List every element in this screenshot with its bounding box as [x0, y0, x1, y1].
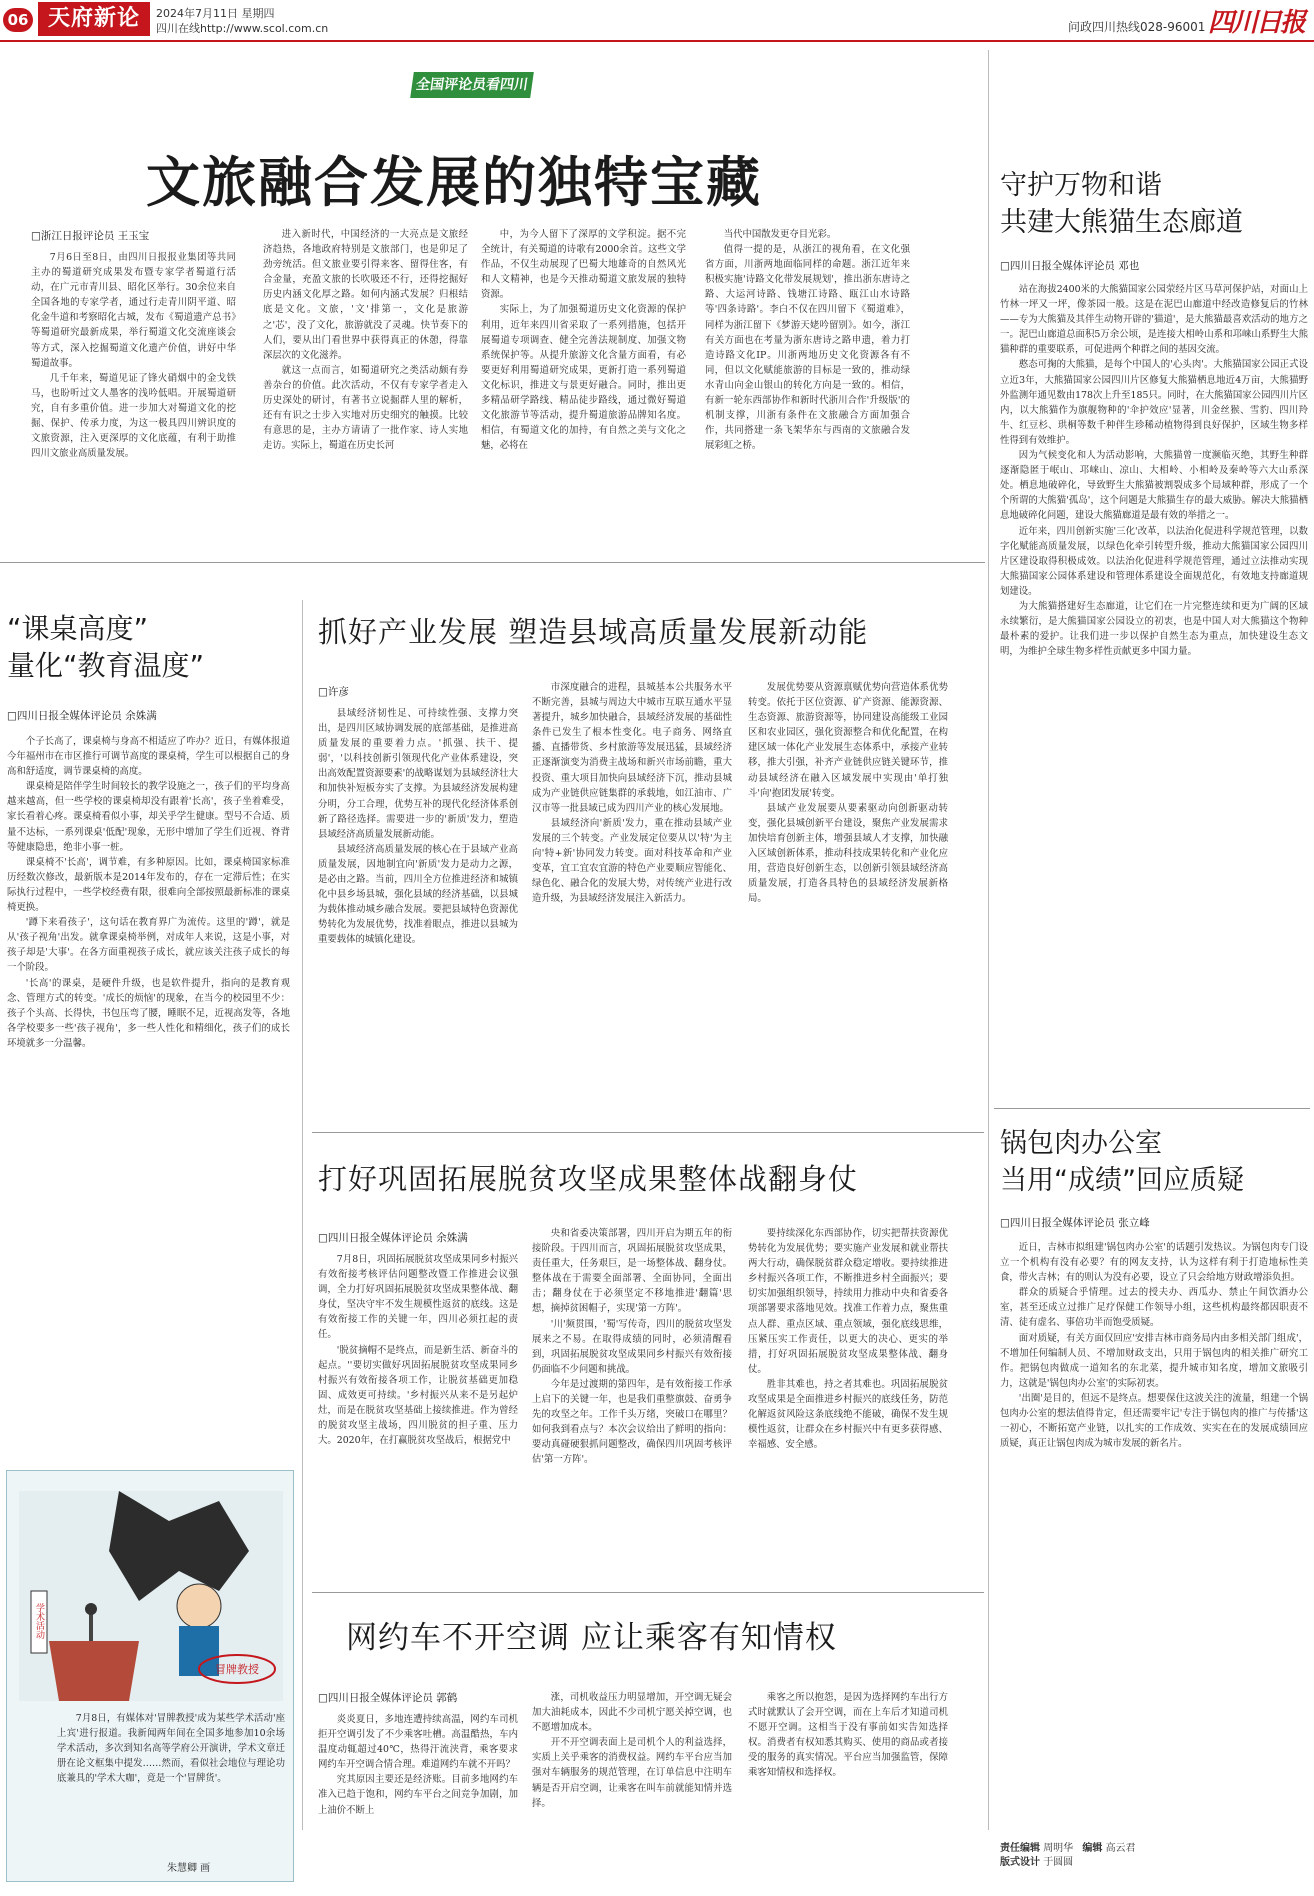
layout-editor-name: 高云君 — [1105, 1843, 1136, 1854]
issue-date: 2024年7月11日 星期四 — [156, 7, 275, 20]
poverty-column-1: 7月8日，巩固拓展脱贫攻坚成果同乡村振兴有效衔接考核评估问题整改暨工作推进会议强调，全力打好巩固拓展脱贫攻坚成果整体战、翻身仗，坚决守牢不发生规模性返贫的底线。这是有效衔接工作的关键一年，四川必须扛起的责任。 '脱贫摘帽不是终点，而是新生活、新奋斗的起点。''要切实做好巩固拓展脱贫攻坚成果同乡村振兴有效衔接各项工作，让脱贫基础更加稳固、成效更可持续。'乡村振兴从来不是另起炉灶，而是在脱贫攻坚基础上接续推进。作为曾经的脱贫攻坚主战场，四川脱贫的担子重、压力大。2020年，在打赢脱贫攻坚战后，根据党中 — [318, 1254, 518, 1447]
left-article-headline: “课桌高度” 量化“教育温度” — [7, 612, 205, 682]
industry-column-1: 县域经济韧性足、可持续性强、支撑力突出，是四川区域协调发展的底部基础，是推进高质量发展的重要着力点。'抓强、扶干、提弱'，'以科技创新引领现代化产业体系建设，突出高效配置资源要素'的战略谋划为县域经济壮大和加快补短板夯实了支撑。为县域经济发展构建分明，分工合理，优势互补的现代化经济体系创新了路径选择。需要进一步的'新质'发力，塑造县域经济高质量发展新动能。 县域经济高质量发展的核心在于县域产业高质量发展，因地制宜向'新质'发力是动力之源，是必由之路。当前，四川全方位推进经济和城镇化中县乡场县城，强化县域的经济基础，以县城为载体推动城乡融合发展。要把县域特色资源优势转化为发展优势，找准着眼点，推进以县城为重要载体的城镇化建设。 — [318, 708, 518, 946]
ridehailing-column-3: 乘客之所以抱怨，是因为选择网约车出行方式时就默认了会开空调，而在上车后才知道司机不愿开空调。这相当于没有事前如实告知选择权。消费者有权知悉其购买、使用的商品或者接受的服务的真实情况。平台应当加强监管，保障乘客知情权和选择权。 — [748, 1692, 948, 1779]
lead-bottom-rule — [0, 562, 985, 563]
industry-article-byline: □许彦 — [318, 686, 349, 698]
lead-column-4: 当代中国散发更夺目光彩。 值得一提的是，从浙江的视角看，在文化强省方面，川浙两地面临同样的命题。浙江近年来积极实施'诗路文化带发展规划'，推出浙东唐诗之路、大运河诗路、钱塘江诗路、瓯江山水诗路等'四条诗路'。李白不仅在四川留下《蜀道难》，同样为浙江留下《梦游天姥吟留别》。如今，浙江有关方面也在考量为浙东唐诗之路申遗，着力打造诗路文化IP。川浙两地历史文化资源各有不同，但以文化赋能旅游的目标是一致的，推动绿水青山向金山银山的转化方向是一致的。相信，有新一轮东西部协作和新时代浙川合作'升级版'的机制支撑，川浙有条件在文旅融合方面加强合作，共同搭建一条飞架华东与西南的文旅融合发展彩虹之桥。 — [705, 229, 910, 452]
ridehailing-column-1: 炎炎夏日，多地连遭持续高温，网约车司机拒开空调引发了不少乘客吐槽。高温酷热，车内温度动辄超过40℃，热得汗流浃背，乘客要求网约车开空调合情合理。难道网约车就不开吗？ 究其原因主要还是经济账。目前多地网约车准入已趋于饱和，网约车平台之间竞争加剧，加上油价不断上 — [318, 1714, 518, 1816]
cartoon-microphone — [89, 1611, 93, 1641]
page-number-badge: 06 — [3, 8, 33, 32]
cartoon-frame — [6, 1470, 294, 1882]
guobaorou-article-byline: □四川日报全媒体评论员 张立峰 — [1000, 1217, 1150, 1229]
cartoon-stamp-text: 冒牌教授 — [215, 1663, 259, 1676]
panda-article-byline: □四川日报全媒体评论员 邓也 — [1000, 260, 1140, 272]
left-article-body: 个子长高了，课桌椅与身高不相适应了咋办？近日，有媒体报道今年福州市在市区推行可调节高度的课桌椅，学生可以根据自己的身高和舒适度，调节课桌椅的高度。 课桌椅是陪伴学生时间较长的教学设施之一，孩子们的平均身高越来越高，但一些学校的课桌椅却没有跟着'长高'，孩子坐着难受，家长看着心疼。课桌椅看似小事，却关乎学生健康。型号不合适、质量不达标，一系列课桌'低配'现象，无形中增加了学生们近视、脊背等健康隐患，绝非小事一桩。 课桌椅不'长高'，调节难，有多种原因。比如，课桌椅国家标准历经数次修改，最新版本是2014年发布的，存在一定滞后性；在实际执行过程中，一些学校经费有限，很难向全部按照最新标准的课桌椅更换。 '蹲下来看孩子'，这句话在教育界广为流传。这里的'蹲'，就是从'孩子视角'出发。就拿课桌椅举例，对成年人来说，这是小事，对孩子却是'大事'。在各方面重视孩子成长，就应该关注孩子成长的每一个阶段。 '长高'的课桌，是硬件升级，也是软件提升，指向的是教育观念、管理方式的转变。'成长的烦恼'的现象，在当今的校园里不少：孩子个头高、长得快，书包压弯了腰，睡眠不足，近视高发等，各地各学校要多一些'孩子视角'，多一些人性化和精细化，孩子们的成长环境就多一分温馨。 — [7, 736, 290, 1049]
lead-headline: 文旅融合发展的独特宝藏 — [146, 151, 762, 214]
cartoon-podium — [49, 1641, 139, 1701]
guobaorou-article-body: 近日，吉林市拟组建'锅包肉办公室'的话题引发热议。为锅包肉专门设立一个机构有没有必要？有的网友支持，认为这样有利于打造地标性美食，带火吉林；有的则认为没有必要，设立了只会给地方财政增添负担。 群众的质疑合乎情理。过去的授夫办、西瓜办、禁止午间饮酒办公室，甚至还成立过推广足疗保健工作领导小组，这些机构最终都因职责不清、徒有虚名、事倍功半而饱受质疑。 面对质疑，有关方面仅回应'安排吉林市商务局内由多相关部门组成'，不增加任何编制人员、不增加财政支出，只用于锅包肉的相关推广研究工作。把锅包肉做成一道知名的东北菜，提升城市知名度，增加文旅吸引力，这就是'锅包肉办公室'的实际初衷。 '出圈'是目的，但远不是终点。想要保住这波关注的流量，组建一个锅包肉办公室的想法值得肯定，但还需要牢记'专注于锅包肉的推广与传播'这一初心，不断拓宽产业链，以扎实的工作成效、实实在在的发展成绩回应质疑，真正让锅包肉成为城市发展的新名片。 — [1000, 1242, 1308, 1450]
cartoon-illustration — [19, 1491, 283, 1701]
lead-column-2: 进入新时代，中国经济的一大亮点是文旅经济趋热，各地政府特别是文旅部门，也是卯足了劲旁统活。但文旅业要引得来客、留得住客，有合金量，充盈文旅的长吹吸还不行，还得挖掘好历史内涵文化厚之路。如何内涵式发展？归根结底是文化。文旅，'文'排第一，文化是旅游之'芯'，没了文化，旅游就没了灵魂。快节奏下的人们，要从出门看世界中获得真正的休憩，得靠深层次的文化滋养。 就这一点而言，如蜀道研究之类活动颇有券善杂台的价值。此次活动，不仅有专家学者走入历史深处的研讨，有著书立说掘群人里的解析，还有有识之士步入实地对历史细究的触摸。比较有意思的是，主办方请请了一批作家、诗人实地走访。实际上，蜀道在历史长河 — [263, 229, 468, 452]
designer-label: 版式设计 — [1000, 1857, 1040, 1868]
poverty-article-headline: 打好巩固拓展脱贫攻坚成果整体战翻身仗 — [318, 1162, 859, 1196]
right-column-divider — [988, 50, 989, 1830]
ridehailing-article-byline: □四川日报全媒体评论员 郭鹤 — [318, 1692, 458, 1704]
guobaorou-article-headline: 锅包肉办公室 当用“成绩”回应质疑 — [1000, 1128, 1244, 1196]
editor-credits — [1000, 1842, 1136, 1870]
header-rule — [0, 40, 1314, 42]
layout-editor-label: 编辑 — [1082, 1843, 1103, 1854]
panda-bottom-rule — [994, 1108, 1310, 1109]
website: 四川在线http://www.scol.com.cn — [156, 22, 329, 35]
industry-bottom-rule — [312, 1132, 984, 1133]
industry-column-3: 发展优势要从资源禀赋优势向营造体系优势转变。依托于区位资源、矿产资源、能源资源、生态资源、旅游资源等，协同建设高能级工业园区和农业园区，强化资源整合和优化配置，在构建区域一体化产业发展生态体系中，承接产业转移，推大引强，补齐产业链供应链关键环节，推动县域经济在融入区域发展中实现由'单打独斗'向'抱团发展'转变。 县域产业发展要从要素驱动向创新驱动转变，强化县城创新平台建设，聚焦产业发展需求加快培育创新主体，增强县域人才支撑，加快融入区域创新体系，推动科技成果转化和产业化应用，营造良好创新生态，以创新引领县域经济高质量发展，打造各具特色的县域经济发展新格局。 — [748, 682, 948, 905]
poverty-article-byline: □四川日报全媒体评论员 余姝满 — [318, 1232, 468, 1244]
cartoon-head — [177, 1584, 221, 1628]
lead-column-1: 7月6日至8日，由四川日报报业集团等共同主办的蜀道研究成果发布暨专家学者蜀道行活动，在广元市青川县、昭化区举行。30余位来自全国各地的专家学者，通过行走青川阴平道、昭化金牛道和考察昭化古城，发布《蜀道遗产总书》等蜀道研究最新成果，举行蜀道文化交流座谈会等方式，深入挖掘蜀道文化遗产价值，讲好中华蜀道故事。 几千年来，蜀道见证了锋火硝烟中的金戈铁马，也盼听过文人墨客的浅吟低唱。开展蜀道研究，自有多重价值。进一步加大对蜀道文化的挖掘、保护、传承力度，为这一极具四川辨识度的文旅资源，注入更深厚的文化底蕴，有利于助推四川文旅业高质量发展。 — [31, 252, 236, 460]
panda-article-headline: 守护万物和谐 共建大熊猫生态廊道 — [1000, 170, 1243, 238]
cartoon-credit: 朱慧卿 画 — [167, 1863, 211, 1874]
cartoon-mic-head — [85, 1603, 97, 1615]
banner-kicker: 全国评论员看四川 — [410, 72, 534, 98]
lead-column-3: 中，为今人留下了深厚的文学积淀。据不完全统计，有关蜀道的诗歌有2000余首。这些文学作品，不仅生动展现了巴蜀大地雄奇的自然风光和人文精神，也是今天推动蜀道文旅发展的独特资源。 实际上，为了加强蜀道历史文化资源的保护利用，近年来四川省采取了一系列措施，包括开展蜀道专项调查、健全完善法规制度、加强文物系统保护等。从提升旅游文化含量方面看，有必要更好利用蜀道研究成果，更新打造一系列蜀道文化标识，推进文与景更好融合。同时，推出更多精品研学路线、精品徒步路线，通过微好蜀道文化旅游节等活动，提升蜀道旅游品牌知名度。相信，有蜀道文化的加持，有自然之美与文化之魅，必将在 — [481, 229, 686, 452]
ridehailing-article-headline: 网约车不开空调 应让乘客有知情权 — [346, 1620, 837, 1656]
ridehailing-column-2: 涨，司机收益压力明显增加，开空调无疑会加大油耗成本，因此不少司机宁愿关掉空调，也不愿增加成本。 开不开空调表面上是司机个人的利益选择，实质上关乎乘客的消费权益。网约车平台应当加强对车辆服务的规范管理，在订单信息中注明车辆是否开启空调，让乘客在叫车前就能知情并选择。 — [532, 1692, 732, 1809]
panda-article-body: 站在海拔2400米的大熊猫国家公园荥经片区马草河保护站，对面山上竹林一坪又一坪，像茶园一般。这是在泥巴山廊道中经改造修复后的竹林——专为大熊猫及其伴生动物开辟的'猫道'，是大熊猫最喜欢活动的地方之一。泥巴山廊道总面积5万余公顷，是连接大相岭山系和邛崃山系野生大熊猫种群的重要联系，可促进两个种群之间的基因交流。 憨态可掬的大熊猫，是每个中国人的'心头肉'。大熊猫国家公园正式设立近3年，大熊猫国家公园四川片区修复大熊猫栖息地近4万亩，大熊猫野外监测年通见数由178次上升至185只。同时，在大熊猫国家公园四川片区内，以大熊猫作为旗舰物种的'伞护效应'显著，川金丝猴、雪豹、四川羚牛、红豆杉、珙桐等数千种伴生珍稀动植物得到良好保护，区域生物多样性得到有效维护。 因为气候变化和人为活动影响，大熊猫曾一度濒临灭绝，其野生种群逐渐隐匿于岷山、邛崃山、凉山、大相岭、小相岭及秦岭等六大山系深处。栖息地破碎化，导致野生大熊猫被割裂成多个局域种群，形成了一个个所谓的大熊猫'孤岛'，这个问题是大熊猫生存的最大威胁。解决大熊猫栖息地破碎化问题，建设大熊猫廊道是最有效的举措之一。 近年来，四川创新实施'三化'改革，以法治化促进科学规范管理，以数字化赋能高质量发展，以绿色化牵引转型升级，推动大熊猫国家公园四川片区建设取得积极成效。以法治化促进科学规范管理，通过立法推动实现大熊猫国家公园体系建设和管理体系建设全面规范化，有效地支持廊道规划建设。 为大熊猫搭建好生态廊道，让它们在一片完整连续和更为广阔的区域永续繁衍，是大熊猫国家公园设立的初衷，也是中国人对大熊猫这个物种最朴素的爱护。让我们进一步以保护自然生态为重点，加快建设生态文明，为维护全球生物多样性贡献更多中国力量。 — [1000, 284, 1308, 658]
cartoon-caption: 7月8日，有媒体对'冒牌教授'成为某些学术活动'座上宾'进行报道。我新闻两年间在全国多地参加10余场学术活动，多次到知名高等学府公开演讲，学术文章迁册在论文框集中提发……然而，看似社会地位与理论功底兼具的'学术大咖'，竟是一个'冒牌货'。 — [57, 1713, 285, 1785]
editor-name: 周明华 — [1043, 1843, 1074, 1854]
industry-column-2: 市深度融合的进程，县城基本公共服务水平不断完善，县城与周边大中城市互联互通水平显著提升，城乡加快融合，县域经济发展的基础性条件已发生了根本性变化。电子商务、网络直播、直播带货、乡村旅游等发展迅猛，县域经济正逐渐演变为消费主战场和新兴市场前瞻，重大投资、重大项目加快向县域经济下沉，推动县城成为产业链供应链集群的承载地，如江油市、广汉市等一批县域已成为四川产业的核心发展地。 县域经济向'新质'发力，重在推动县域产业发展的三个转变。产业发展定位要从以'特'为主向'特+新'协同发力转变。面对科技革命和产业变革，宜工宜农宜游的特色产业要顺应智能化、绿色化、融合化的发展大势，对传统产业进行改造升级，为县域经济发展注入新活力。 — [532, 682, 732, 905]
brand-logo: 四川日报 — [1208, 8, 1305, 38]
poverty-column-3: 要持续深化东西部协作，切实把帮扶资源优势转化为发展优势；要实施产业发展和就业帮扶两大行动，确保脱贫群众稳定增收。要持续推进乡村振兴各项工作，不断推进乡村全面振兴；要切实加强组织领导，持续用力推动中央和省委各项部署要求落地见效。找准工作着力点，聚焦重点人群、重点区域、重点领域，强化底线思维，压紧压实工作责任，以更大的决心、更实的举措，打好巩固拓展脱贫攻坚成果整体战、翻身仗。 胜非其难也，持之者其难也。巩固拓展脱贫攻坚成果是全面推进乡村振兴的底线任务，防范化解返贫风险这条底线绝不能破，确保不发生规模性返贫，让群众在乡村振兴中有更多获得感、幸福感、安全感。 — [748, 1228, 948, 1451]
lead-byline: □浙江日报评论员 王玉宝 — [31, 230, 150, 242]
poverty-column-2: 央和省委决策部署，四川开启为期五年的衔接阶段。于四川而言，巩固拓展脱贫攻坚成果，责任重大，任务艰巨，是一场整体战、翻身仗。整体战在于需要全面部署、全面协同，全面出击；翻身仗在于必须坚定不移地推进'翻篇'思想，摘掉贫困帽子，实现'第一方阵'。 '川'频贯围，'蜀'写传奇，四川的脱贫攻坚发展来之不易。在取得成绩的同时，必须清醒看到，巩固拓展脱贫攻坚成果同乡村振兴有效衔接仍面临不少问题和挑战。 今年是过渡期的第四年，是有效衔接工作承上启下的关键一年，也是我们重整旗鼓、奋勇争先的攻坚之年。工作千头万绪，突破口在哪里？如何我到看点与？本次会议给出了鲜明的指向：要动真碰硬狠抓问题整改，确保四川巩固考核评估'第一方阵'。 — [532, 1228, 732, 1466]
left-article-byline: □四川日报全媒体评论员 余姝满 — [7, 710, 157, 722]
designer-name: 于圆圆 — [1043, 1857, 1074, 1868]
editor-label: 责任编辑 — [1000, 1843, 1040, 1854]
cartoon-sign-text: 学术活动 — [34, 1603, 44, 1639]
industry-article-headline: 抓好产业发展 塑造县域高质量发展新动能 — [318, 615, 869, 649]
hotline: 问政四川热线028-96001 — [1068, 20, 1206, 34]
left-column-divider — [302, 600, 303, 1830]
section-title: 天府新论 — [38, 2, 150, 36]
poverty-bottom-rule — [312, 1592, 984, 1593]
